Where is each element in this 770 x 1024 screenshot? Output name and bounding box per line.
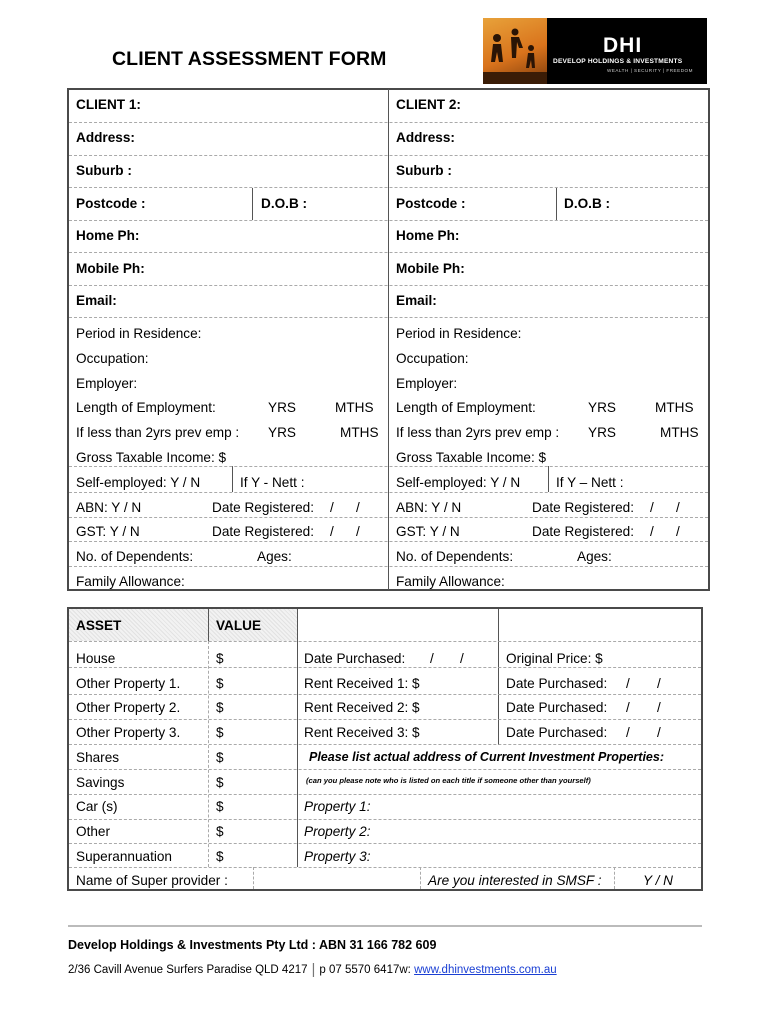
- client2-gst-label: GST: Y / N: [396, 524, 460, 539]
- client2-prev-emp-label: If less than 2yrs prev emp :: [396, 425, 560, 440]
- client1-employer-label: Employer:: [76, 376, 138, 391]
- client2-suburb-label: Suburb :: [396, 163, 452, 178]
- rent-received-1-label: Rent Received 1: $: [304, 676, 420, 691]
- divider: [498, 609, 499, 745]
- row-line: [69, 187, 708, 188]
- property3-date-purchased-label: Date Purchased:: [506, 725, 608, 740]
- divider: [232, 466, 233, 492]
- client2-mths-label: MTHS: [655, 400, 694, 415]
- property-3-label: Property 3:: [304, 849, 371, 864]
- client2-self-employed-label: Self-employed: Y / N: [396, 475, 521, 490]
- row-line: [69, 694, 701, 695]
- client2-yrs-label: YRS: [588, 400, 616, 415]
- row-line: [69, 843, 701, 844]
- date-slash: /: [430, 651, 434, 666]
- divider: [556, 188, 557, 220]
- date-slash: /: [330, 500, 334, 515]
- row-line: [69, 867, 701, 868]
- dollar-sign: $: [216, 676, 224, 691]
- form-title: CLIENT ASSESSMENT FORM: [112, 48, 387, 70]
- logo-name: DEVELOP HOLDINGS & INVESTMENTS: [553, 58, 683, 65]
- client2-postcode-label: Postcode :: [396, 196, 466, 211]
- company-logo: [483, 18, 707, 84]
- logo-tagline: WEALTH | SECURITY | FREEDOM: [607, 68, 693, 73]
- row-line: [69, 252, 708, 253]
- dollar-sign: $: [216, 651, 224, 666]
- dollar-sign: $: [216, 799, 224, 814]
- client2-length-employment-label: Length of Employment:: [396, 400, 536, 415]
- separator-icon: |: [311, 961, 316, 978]
- client1-mths-label: MTHS: [335, 400, 374, 415]
- date-slash: /: [657, 725, 661, 740]
- dollar-sign: $: [216, 700, 224, 715]
- property-2-label: Property 2:: [304, 824, 371, 839]
- divider: [297, 609, 298, 867]
- client1-abn-label: ABN: Y / N: [76, 500, 142, 515]
- date-slash: /: [650, 500, 654, 515]
- date-slash: /: [626, 676, 630, 691]
- divider: [252, 188, 253, 220]
- rent-received-3-label: Rent Received 3: $: [304, 725, 420, 740]
- super-provider-label: Name of Super provider :: [76, 873, 228, 888]
- rent-received-2-label: Rent Received 2: $: [304, 700, 420, 715]
- client1-dob-label: D.O.B :: [261, 196, 308, 211]
- asset-other-property-1-label: Other Property 1.: [76, 676, 181, 691]
- row-line: [69, 155, 708, 156]
- smsf-question: Are you interested in SMSF :: [428, 873, 602, 888]
- footer-contact: [68, 961, 557, 978]
- client2-nett-label: If Y – Nett :: [556, 475, 624, 490]
- logo-brand: DHI: [603, 34, 643, 57]
- footer-website-link[interactable]: www.dhinvestments.com.au: [414, 964, 557, 976]
- smsf-yn: Y / N: [643, 873, 673, 888]
- date-slash: /: [676, 500, 680, 515]
- client1-address-label: Address:: [76, 130, 135, 145]
- asset-other-label: Other: [76, 824, 110, 839]
- client1-email-label: Email:: [76, 293, 117, 308]
- client1-occupation-label: Occupation:: [76, 351, 149, 366]
- client2-dob-label: D.O.B :: [564, 196, 611, 211]
- client1-mobile-ph-label: Mobile Ph:: [76, 261, 145, 276]
- client2-home-ph-label: Home Ph:: [396, 228, 460, 243]
- divider: [614, 867, 615, 889]
- client1-postcode-label: Postcode :: [76, 196, 146, 211]
- row-line: [69, 317, 708, 318]
- divider: [253, 867, 254, 889]
- client2-period-residence-label: Period in Residence:: [396, 326, 522, 341]
- row-line: [69, 285, 708, 286]
- client1-family-allowance-label: Family Allowance:: [76, 574, 185, 589]
- asset-shares-label: Shares: [76, 750, 120, 765]
- property-1-label: Property 1:: [304, 799, 371, 814]
- client1-suburb-label: Suburb :: [76, 163, 132, 178]
- client2-ages-label: Ages:: [577, 549, 612, 564]
- value-header: VALUE: [216, 618, 262, 633]
- logo-photo: [483, 18, 547, 84]
- client1-abn-date-label: Date Registered:: [212, 500, 315, 515]
- row-line: [69, 667, 701, 668]
- date-slash: /: [356, 524, 360, 539]
- title-note: (can you please note who is listed on each title if someone other than yourself): [306, 776, 591, 785]
- asset-header: ASSET: [76, 618, 122, 633]
- asset-savings-label: Savings: [76, 775, 125, 790]
- house-date-purchased-label: Date Purchased:: [304, 651, 406, 666]
- client1-gst-label: GST: Y / N: [76, 524, 140, 539]
- dollar-sign: $: [216, 849, 224, 864]
- row-line: [69, 541, 708, 542]
- footer-address: 2/36 Cavill Avenue Surfers Paradise QLD 4217: [68, 964, 308, 976]
- row-line: [69, 220, 708, 221]
- date-slash: /: [356, 500, 360, 515]
- row-line: [69, 122, 708, 123]
- client1-self-employed-label: Self-employed: Y / N: [76, 475, 201, 490]
- divider: [208, 641, 209, 867]
- property2-date-purchased-label: Date Purchased:: [506, 700, 608, 715]
- date-slash: /: [626, 700, 630, 715]
- client2-prev-yrs-label: YRS: [588, 425, 616, 440]
- client-column-divider: [388, 89, 389, 590]
- client2-gst-date-label: Date Registered:: [532, 524, 635, 539]
- client2-family-allowance-label: Family Allowance:: [396, 574, 505, 589]
- client1-nett-label: If Y - Nett :: [240, 475, 305, 490]
- client2-mobile-ph-label: Mobile Ph:: [396, 261, 465, 276]
- date-slash: /: [657, 700, 661, 715]
- list-address-instruction: Please list actual address of Current Investment Properties:: [309, 750, 664, 764]
- client1-gst-date-label: Date Registered:: [212, 524, 315, 539]
- row-line: [69, 492, 708, 493]
- client2-employer-label: Employer:: [396, 376, 458, 391]
- asset-other-property-3-label: Other Property 3.: [76, 725, 181, 740]
- client2-prev-mths-label: MTHS: [660, 425, 699, 440]
- client2-abn-label: ABN: Y / N: [396, 500, 462, 515]
- property1-date-purchased-label: Date Purchased:: [506, 676, 608, 691]
- footer-divider: [68, 925, 702, 927]
- asset-superannuation-label: Superannuation: [76, 849, 172, 864]
- dollar-sign: $: [216, 775, 224, 790]
- client1-period-residence-label: Period in Residence:: [76, 326, 202, 341]
- client1-label: CLIENT 1:: [76, 97, 141, 112]
- asset-other-property-2-label: Other Property 2.: [76, 700, 181, 715]
- client1-yrs-label: YRS: [268, 400, 296, 415]
- divider: [208, 609, 209, 641]
- date-slash: /: [460, 651, 464, 666]
- client2-label: CLIENT 2:: [396, 97, 461, 112]
- client2-dependents-label: No. of Dependents:: [396, 549, 514, 564]
- row-line: [69, 744, 701, 745]
- date-slash: /: [676, 524, 680, 539]
- row-line: [69, 517, 708, 518]
- divider: [548, 466, 549, 492]
- client2-address-label: Address:: [396, 130, 455, 145]
- original-price-label: Original Price: $: [506, 651, 603, 666]
- client2-occupation-label: Occupation:: [396, 351, 469, 366]
- date-slash: /: [657, 676, 661, 691]
- client1-prev-yrs-label: YRS: [268, 425, 296, 440]
- row-line: [69, 566, 708, 567]
- client1-ages-label: Ages:: [257, 549, 292, 564]
- row-line: [69, 641, 701, 642]
- footer-company: Develop Holdings & Investments Pty Ltd : ABN 31 166 782 609: [68, 938, 437, 952]
- client1-dependents-label: No. of Dependents:: [76, 549, 194, 564]
- client2-abn-date-label: Date Registered:: [532, 500, 635, 515]
- asset-car-label: Car (s): [76, 799, 118, 814]
- date-slash: /: [650, 524, 654, 539]
- row-line: [69, 769, 701, 770]
- date-slash: /: [626, 725, 630, 740]
- client2-gross-income-label: Gross Taxable Income: $: [396, 450, 547, 465]
- client1-prev-emp-label: If less than 2yrs prev emp :: [76, 425, 240, 440]
- client1-prev-mths-label: MTHS: [340, 425, 379, 440]
- client1-length-employment-label: Length of Employment:: [76, 400, 216, 415]
- divider: [420, 867, 421, 889]
- client1-home-ph-label: Home Ph:: [76, 228, 140, 243]
- date-slash: /: [330, 524, 334, 539]
- row-line: [69, 794, 701, 795]
- footer-phone: p 07 5570 6417w:: [319, 964, 411, 976]
- dollar-sign: $: [216, 725, 224, 740]
- row-line: [69, 719, 701, 720]
- row-line: [69, 466, 708, 467]
- row-line: [69, 819, 701, 820]
- asset-house-label: House: [76, 651, 116, 666]
- dollar-sign: $: [216, 824, 224, 839]
- client1-gross-income-label: Gross Taxable Income: $: [76, 450, 227, 465]
- client2-email-label: Email:: [396, 293, 437, 308]
- dollar-sign: $: [216, 750, 224, 765]
